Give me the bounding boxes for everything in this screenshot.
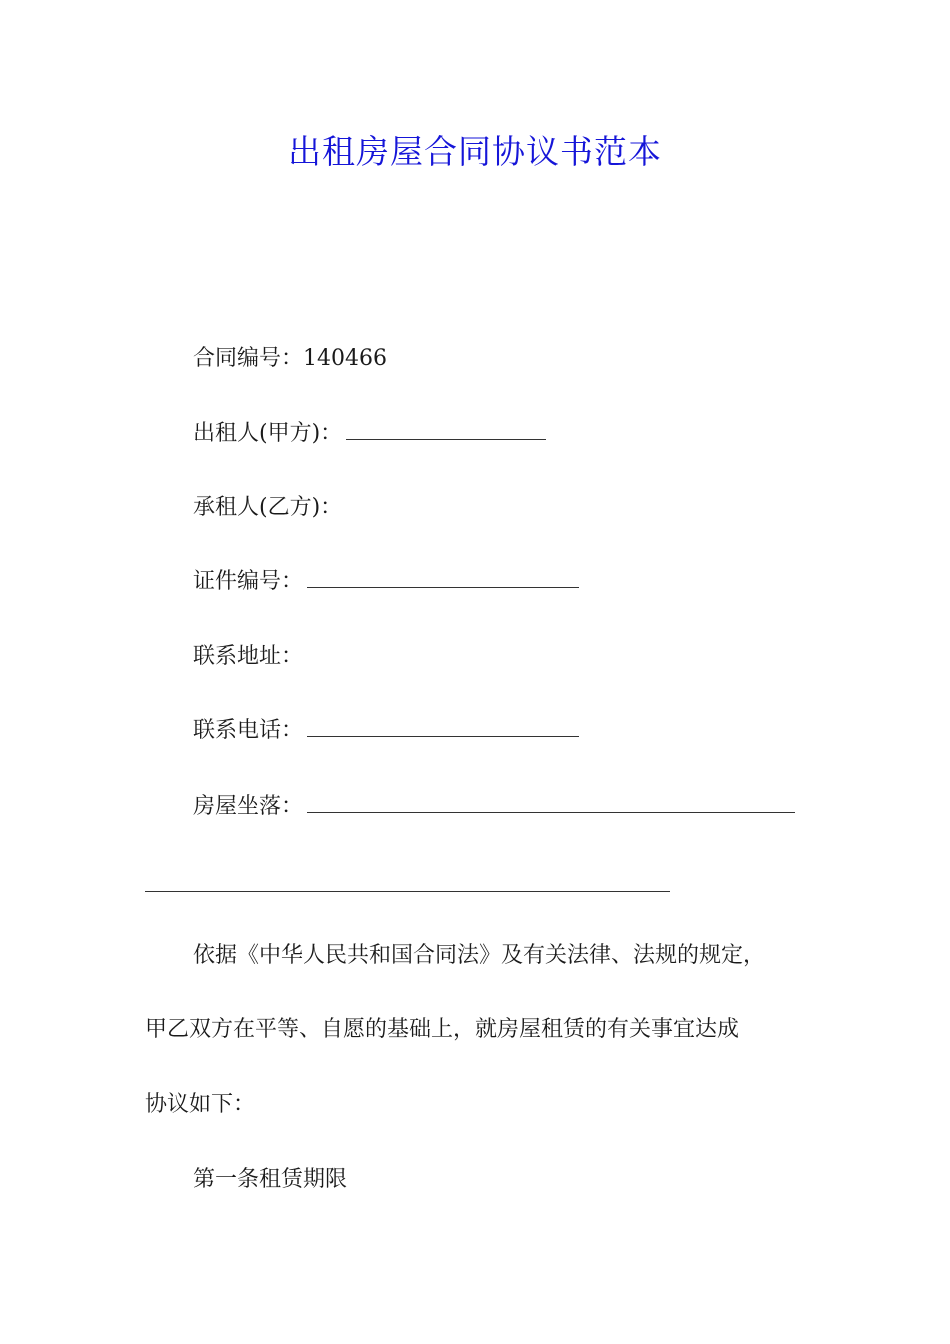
lessor-row — [193, 419, 546, 449]
phone-row — [193, 716, 579, 746]
phone-label: 联系电话： — [193, 718, 304, 743]
location-blank-continuation[interactable] — [145, 891, 670, 892]
id-number-label: 证件编号： — [193, 569, 304, 594]
address-label: 联系地址： — [193, 644, 304, 669]
lessee-label: 承租人(乙方)： — [193, 495, 343, 520]
lessor-blank[interactable] — [346, 419, 546, 440]
location-label: 房屋坐落： — [193, 794, 304, 819]
phone-blank[interactable] — [307, 716, 579, 737]
id-number-row — [193, 567, 579, 597]
paragraph-line-2: 甲乙双方在平等、自愿的基础上，就房屋租赁的有关事宜达成 — [145, 1017, 740, 1042]
paragraph-line-3: 协议如下： — [145, 1092, 256, 1117]
location-blank[interactable] — [307, 792, 795, 813]
paragraph-line-1: 依据《中华人民共和国合同法》及有关法律、法规的规定， — [193, 943, 766, 968]
lessor-label: 出租人(甲方)： — [193, 421, 343, 446]
id-number-blank[interactable] — [307, 567, 579, 588]
contract-number: 合同编号：140466 — [193, 346, 387, 371]
document-title: 出租房屋合同协议书范本 — [288, 132, 662, 171]
article-1-heading: 第一条租赁期限 — [193, 1167, 348, 1192]
location-row — [193, 792, 795, 822]
